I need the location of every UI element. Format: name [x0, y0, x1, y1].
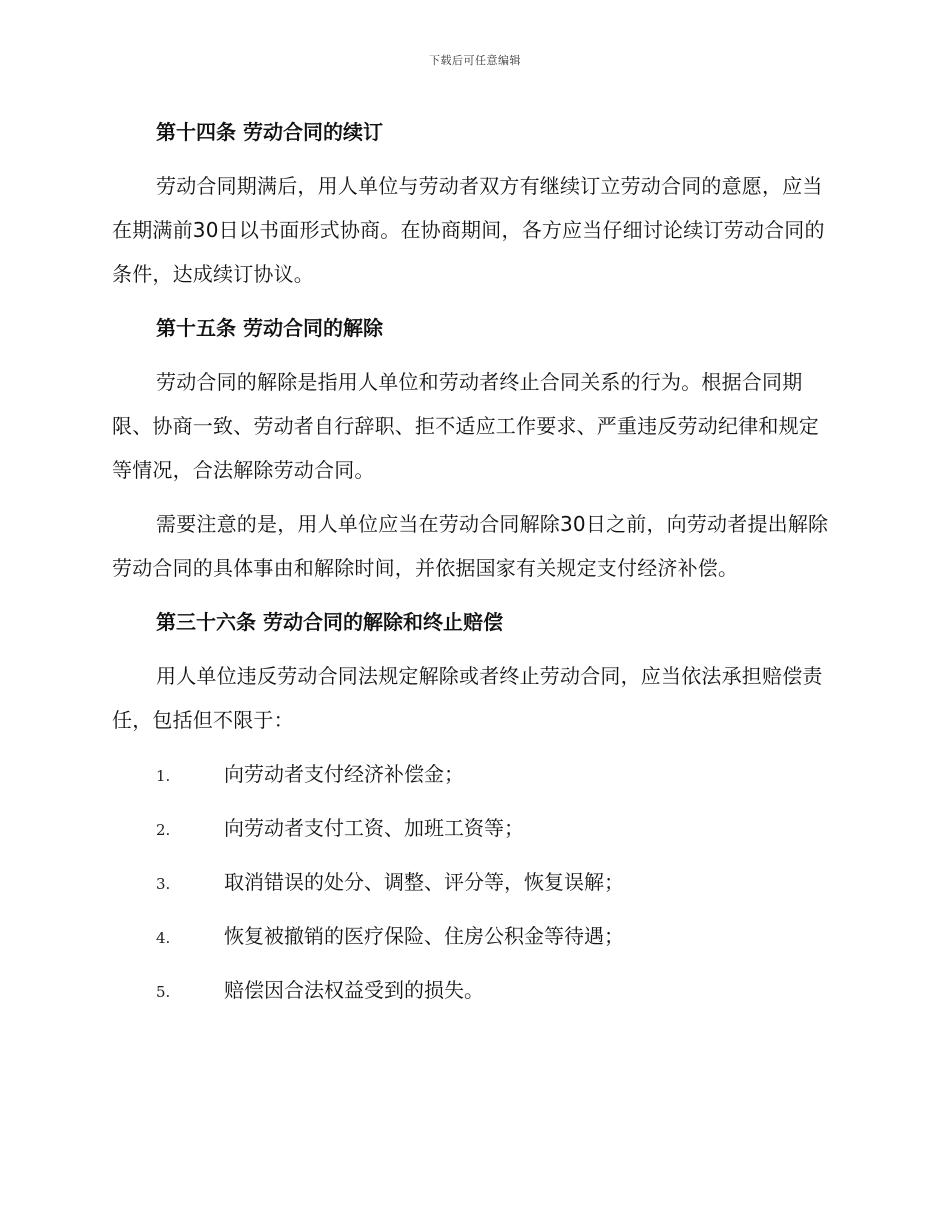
paragraph: 需要注意的是，用人单位应当在劳动合同解除30日之前，向劳动者提出解除劳动合同的具体事由和解除时间，并依据国家有关规定支付经济补偿。 — [112, 512, 829, 580]
paragraph: 用人单位违反劳动合同法规定解除或者终止劳动合同，应当依法承担赔偿责任，包括但不限于： — [112, 664, 823, 732]
paragraph: 劳动合同期满后，用人单位与劳动者双方有继续订立劳动合同的意愿，应当在期满前30日以书面形式协商。在协商期间，各方应当仔细讨论续订劳动合同的条件，达成续订协议。 — [112, 174, 825, 286]
list-item-number: 3. — [156, 875, 171, 893]
section-heading: 第三十六条 劳动合同的解除和终止赔偿 — [156, 610, 503, 634]
list-item — [112, 860, 832, 914]
list-item — [112, 914, 832, 968]
section-heading: 第十五条 劳动合同的解除 — [156, 316, 383, 340]
list-item-number: 1. — [156, 767, 171, 785]
list-item-number: 5. — [156, 983, 171, 1001]
list-item-text: 恢复被撤销的医疗保险、住房公积金等待遇； — [224, 924, 624, 948]
list-item — [112, 806, 832, 860]
document-body — [112, 110, 832, 1022]
compensation-list — [112, 752, 832, 1022]
section-heading: 第十四条 劳动合同的续订 — [156, 120, 383, 144]
list-item-text: 赔偿因合法权益受到的损失。 — [224, 978, 484, 1002]
list-item-text: 向劳动者支付经济补偿金； — [224, 762, 464, 786]
list-item-number: 4. — [156, 929, 171, 947]
list-item-text: 取消错误的处分、调整、评分等，恢复误解； — [224, 870, 624, 894]
page-header: 下载后可任意编辑 — [429, 54, 521, 67]
list-item — [112, 968, 832, 1022]
list-item-text: 向劳动者支付工资、加班工资等； — [224, 816, 524, 840]
list-item-number: 2. — [156, 821, 171, 839]
list-item — [112, 752, 832, 806]
paragraph: 劳动合同的解除是指用人单位和劳动者终止合同关系的行为。根据合同期限、协商一致、劳动者自行辞职、拒不适应工作要求、严重违反劳动纪律和规定等情况，合法解除劳动合同。 — [112, 370, 819, 482]
